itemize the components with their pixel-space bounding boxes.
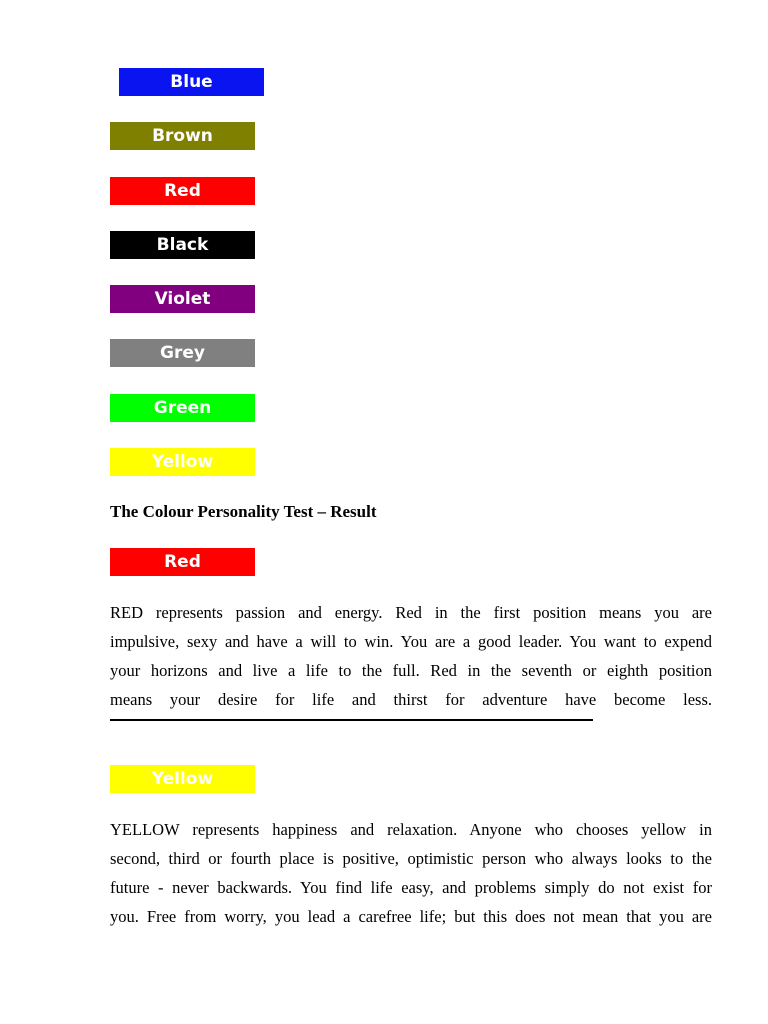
swatch-yellow xyxy=(110,448,255,476)
swatch-label: Blue xyxy=(170,72,213,92)
swatch-label: Red xyxy=(164,552,201,572)
swatch-label: Violet xyxy=(154,289,211,309)
swatch-label: Green xyxy=(153,398,212,418)
swatch-label: Yellow xyxy=(151,769,214,789)
paragraph-line: future - never backwards. You find life easy, and problems simply do not exist for xyxy=(110,878,712,897)
result-yellow-swatch xyxy=(110,765,255,793)
swatch-label: Brown xyxy=(152,126,213,146)
swatch-blue xyxy=(119,68,264,96)
swatch-grey xyxy=(110,339,255,367)
swatch-label: Black xyxy=(156,235,209,255)
paragraph-line: your horizons and live a life to the full. Red in the seventh or eighth position xyxy=(110,661,712,680)
swatch-label: Red xyxy=(164,181,201,201)
swatch-violet xyxy=(110,285,255,313)
paragraph-line: means your desire for life and thirst for adventure have become less. xyxy=(110,690,712,709)
section-divider xyxy=(110,719,593,721)
paragraph-line: impulsive, sexy and have a will to win. You are a good leader. You want to expend xyxy=(110,632,712,651)
paragraph-line: YELLOW represents happiness and relaxation. Anyone who chooses yellow in xyxy=(110,820,712,839)
swatch-label: Yellow xyxy=(151,452,214,472)
red-description xyxy=(110,598,712,714)
yellow-description xyxy=(110,815,712,931)
paragraph-line: RED represents passion and energy. Red in the first position means you are xyxy=(110,603,712,622)
swatch-green xyxy=(110,394,255,422)
result-heading: The Colour Personality Test – Result xyxy=(110,502,377,521)
paragraph-line: you. Free from worry, you lead a carefree life; but this does not mean that you are xyxy=(110,907,712,926)
swatch-brown xyxy=(110,122,255,150)
swatch-black xyxy=(110,231,255,259)
swatch-red xyxy=(110,177,255,205)
swatch-label: Grey xyxy=(160,343,205,363)
result-red-swatch xyxy=(110,548,255,576)
paragraph-line: second, third or fourth place is positive, optimistic person who always looks to the xyxy=(110,849,712,868)
